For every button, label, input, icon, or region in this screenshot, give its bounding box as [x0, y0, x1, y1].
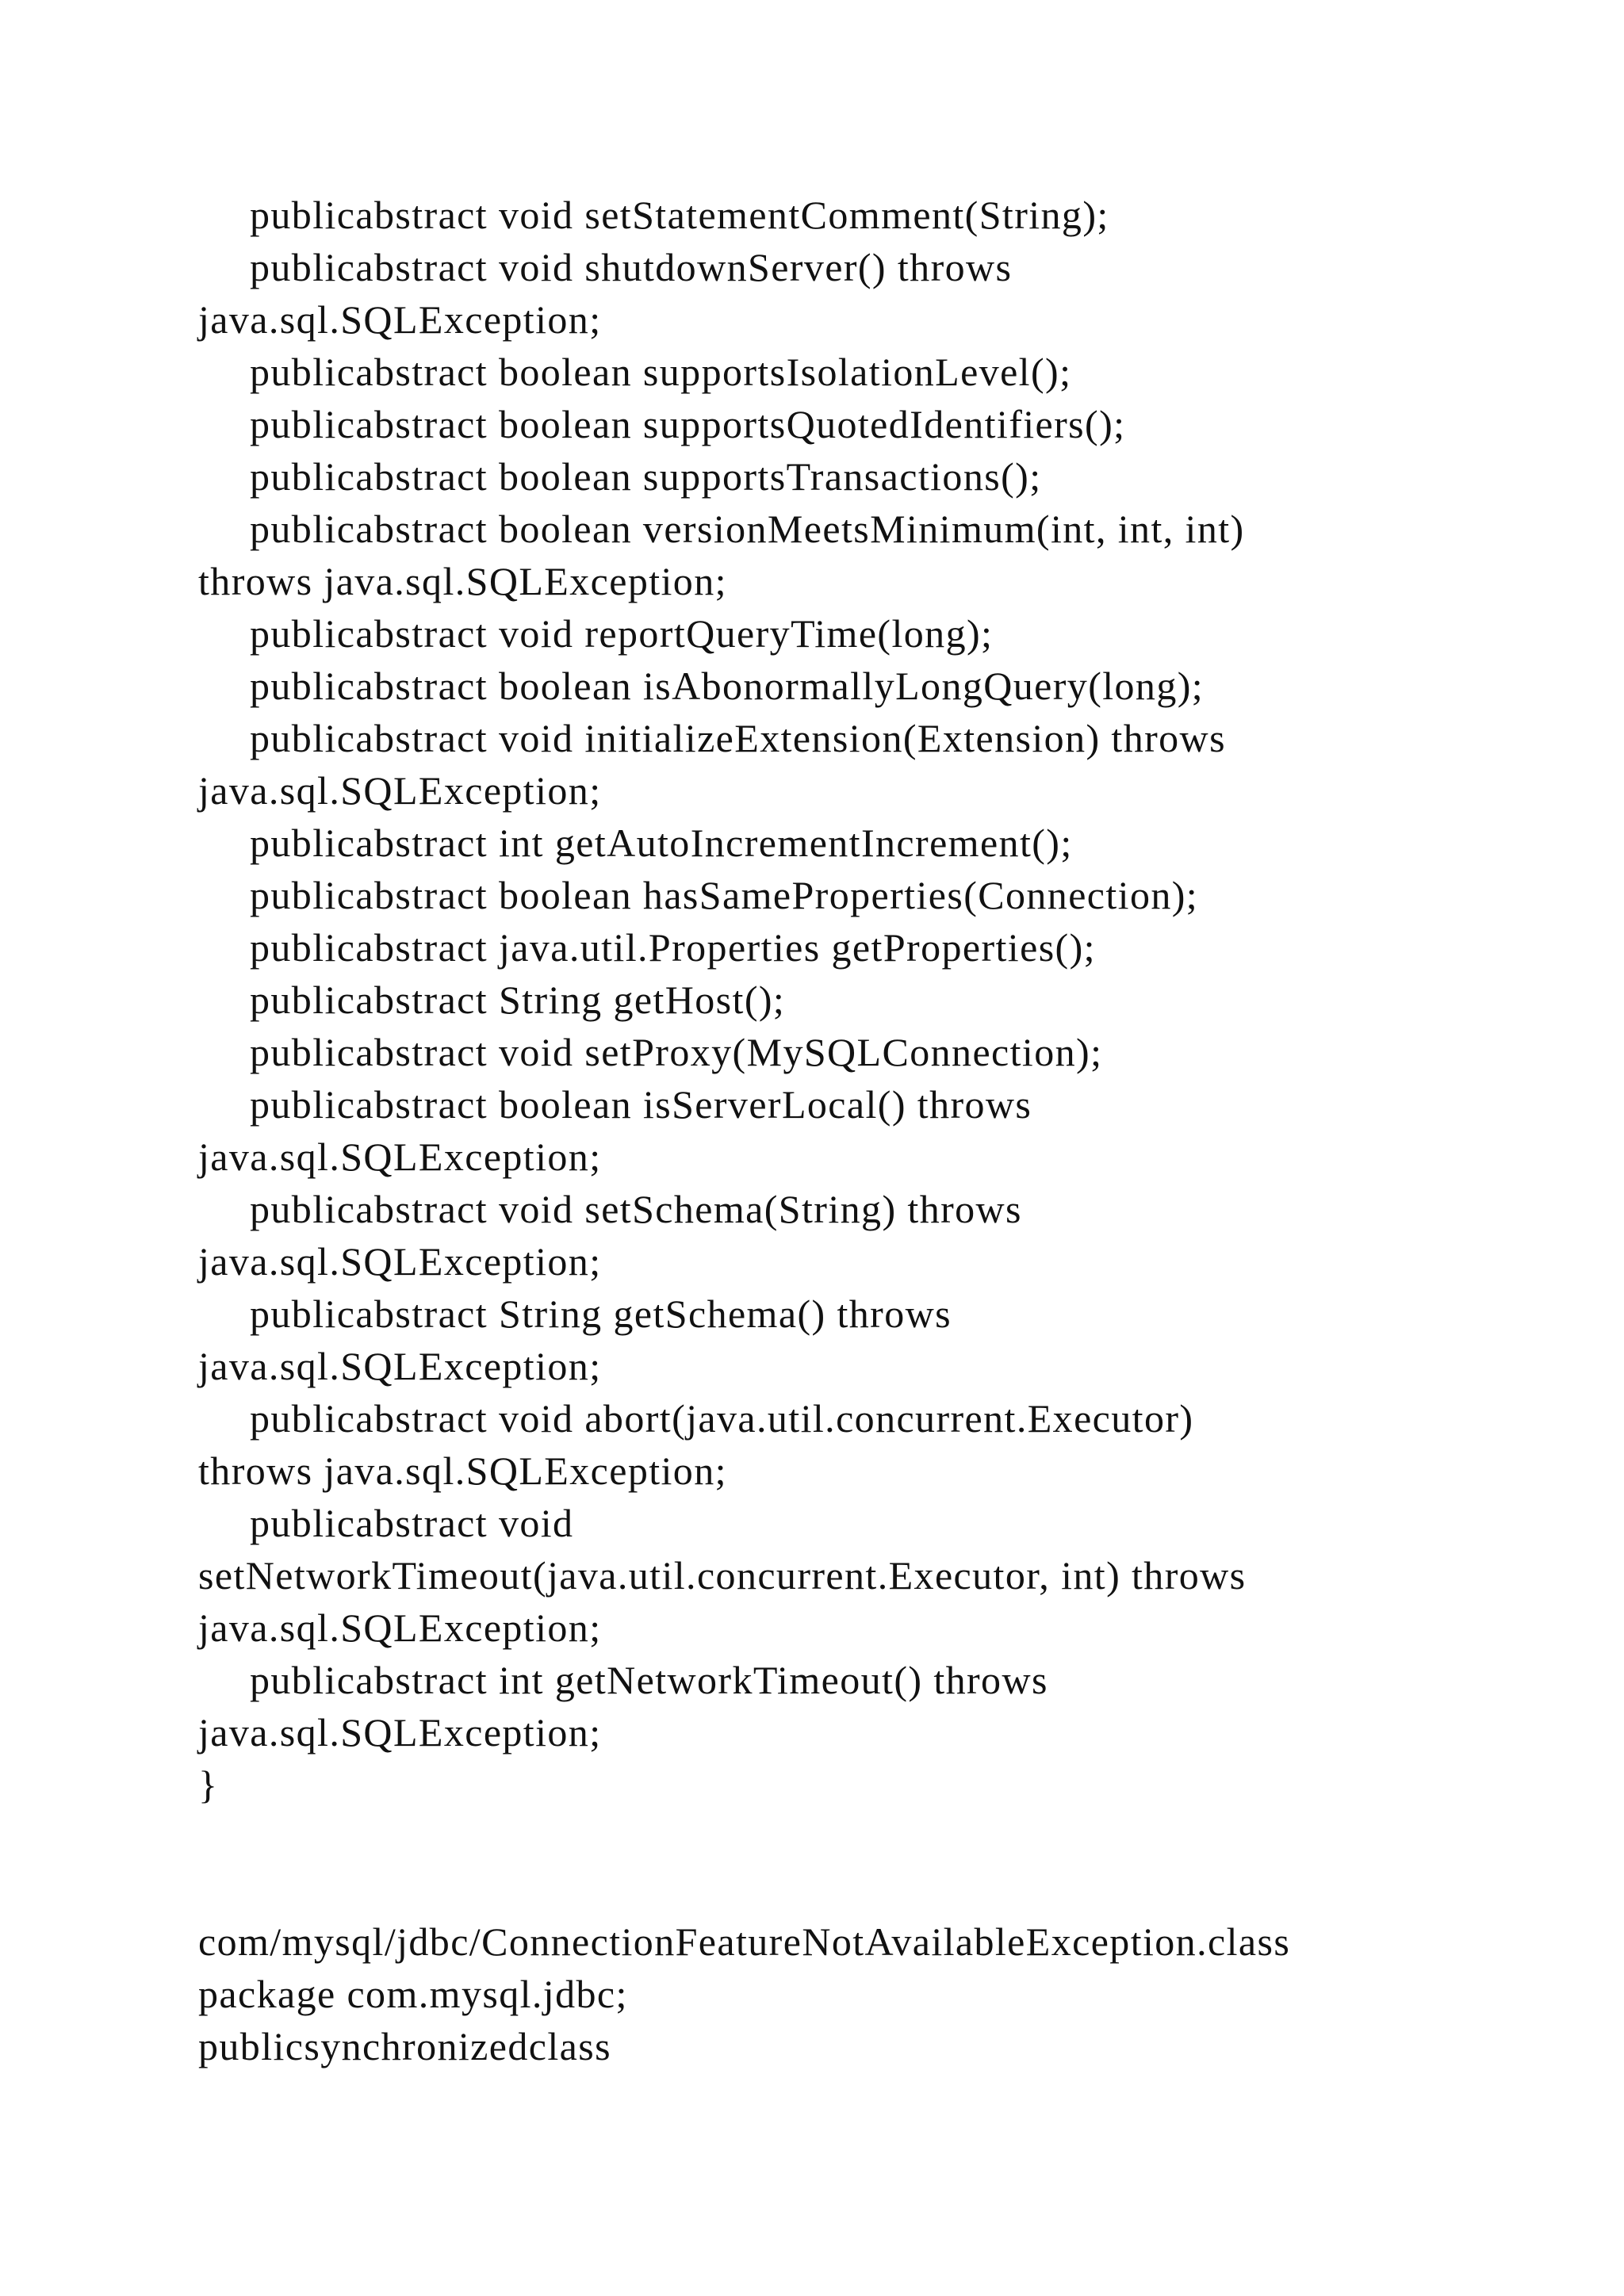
code-line: publicabstract boolean supportsTransactions();: [250, 454, 1042, 499]
code-line: java.sql.SQLException;: [198, 768, 602, 813]
code-line: publicabstract boolean supportsQuotedIdentifiers();: [250, 402, 1126, 446]
code-line: publicabstract java.util.Properties getProperties();: [250, 925, 1096, 970]
code-listing: [198, 189, 1546, 2072]
code-line: java.sql.SQLException;: [198, 1605, 602, 1650]
code-line: setNetworkTimeout(java.util.concurrent.Executor, int) throws: [198, 1553, 1247, 1598]
code-line: publicabstract boolean isAbonormallyLongQuery(long);: [250, 664, 1205, 708]
code-line: publicabstract void setProxy(MySQLConnection);: [250, 1030, 1103, 1074]
blank-line: [198, 1811, 1546, 1863]
code-line: publicabstract boolean hasSameProperties(Connection);: [250, 873, 1199, 917]
class-file-path: com/mysql/jdbc/ConnectionFeatureNotAvailableException.class: [198, 1919, 1291, 1964]
code-line: publicabstract void abort(java.util.concurrent.Executor): [250, 1396, 1194, 1441]
code-line: java.sql.SQLException;: [198, 1135, 602, 1179]
code-line: java.sql.SQLException;: [198, 1710, 602, 1755]
class-declaration: publicsynchronizedclass: [198, 2024, 611, 2068]
code-line: publicabstract void setStatementComment(String);: [250, 193, 1109, 237]
package-declaration: package com.mysql.jdbc;: [198, 1972, 628, 2016]
code-line: java.sql.SQLException;: [198, 297, 602, 342]
code-line: publicabstract String getSchema() throws: [250, 1292, 952, 1336]
code-line: publicabstract boolean versionMeetsMinimum(int, int, int): [250, 507, 1245, 551]
code-line: publicabstract void shutdownServer() throws: [250, 245, 1013, 289]
code-line: java.sql.SQLException;: [198, 1239, 602, 1284]
code-line: java.sql.SQLException;: [198, 1344, 602, 1388]
code-line: publicabstract void initializeExtension(Extension) throws: [250, 716, 1226, 760]
blank-line: [198, 1863, 1546, 1915]
code-line: publicabstract boolean isServerLocal() throws: [250, 1082, 1032, 1127]
code-line: publicabstract void setSchema(String) throws: [250, 1187, 1022, 1231]
code-line: publicabstract String getHost();: [250, 978, 786, 1022]
closing-brace: }: [198, 1762, 219, 1807]
code-line: publicabstract boolean supportsIsolationLevel();: [250, 350, 1072, 394]
code-line: publicabstract void reportQueryTime(long);: [250, 611, 994, 656]
code-line: throws java.sql.SQLException;: [198, 1448, 727, 1493]
code-line: throws java.sql.SQLException;: [198, 559, 727, 603]
code-line: publicabstract int getAutoIncrementIncrement();: [250, 821, 1073, 865]
code-line: publicabstract void: [250, 1501, 574, 1545]
code-line: publicabstract int getNetworkTimeout() throws: [250, 1658, 1048, 1702]
